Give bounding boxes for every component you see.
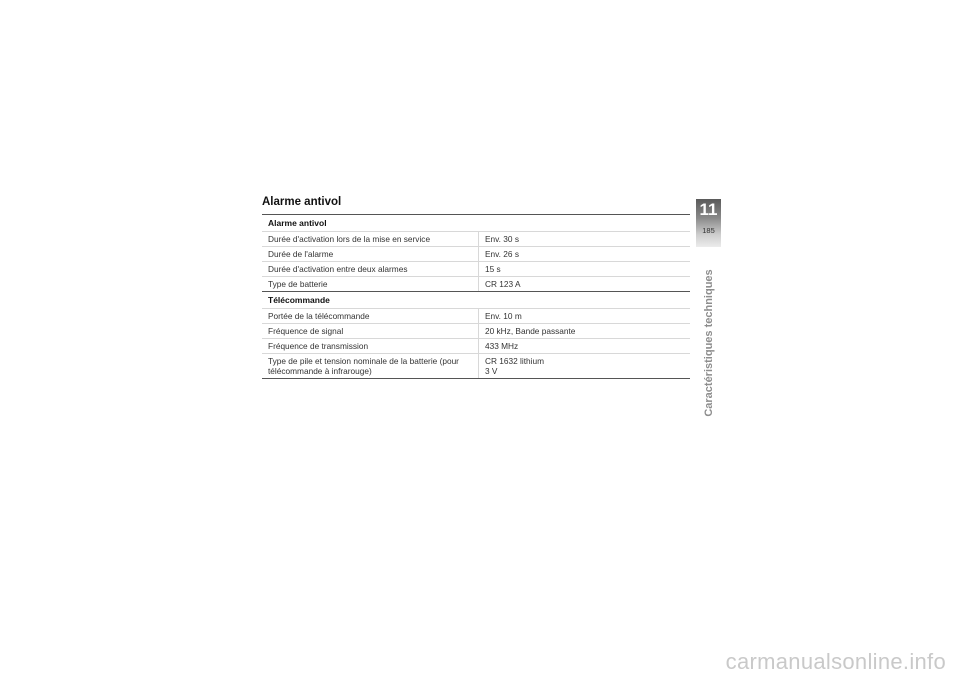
- table-row: [262, 231, 690, 246]
- row-value: 433 MHz: [485, 341, 519, 351]
- table-row: [262, 261, 690, 276]
- row-label: Fréquence de transmission: [262, 339, 479, 353]
- watermark: carmanualsonline.info: [725, 649, 946, 674]
- row-value: Env. 10 m: [485, 311, 522, 321]
- row-label: Fréquence de signal: [262, 324, 479, 338]
- group-header-telecommande: Télécommande: [262, 291, 690, 308]
- chapter-tab: [696, 199, 721, 247]
- page-number: 185: [702, 226, 715, 235]
- row-label: Durée d'activation entre deux alarmes: [262, 262, 479, 276]
- chapter-title: Caractéristiques techniques: [703, 269, 715, 417]
- table-row: [262, 276, 690, 291]
- table-row: [262, 323, 690, 338]
- row-label: Durée de l'alarme: [262, 247, 479, 261]
- chapter-number: 11: [699, 200, 718, 219]
- row-label: Durée d'activation lors de la mise en service: [262, 232, 479, 246]
- section-title: Alarme antivol: [262, 196, 342, 208]
- row-label: Portée de la télécommande: [262, 309, 479, 323]
- row-label: Type de pile et tension nominale de la batterie (pour télécommande à infrarouge): [262, 354, 479, 378]
- spec-table: [262, 214, 690, 379]
- table-row: [262, 338, 690, 353]
- table-row: [262, 353, 690, 378]
- row-value: 15 s: [485, 264, 501, 274]
- table-row: [262, 308, 690, 323]
- row-value: 20 kHz, Bande passante: [485, 326, 576, 336]
- row-value: Env. 30 s: [485, 234, 519, 244]
- table-row: [262, 246, 690, 261]
- row-value: Env. 26 s: [485, 249, 519, 259]
- group-header-alarme: Alarme antivol: [268, 218, 327, 228]
- row-label: Type de batterie: [262, 277, 479, 291]
- row-value: CR 123 A: [485, 279, 521, 289]
- row-value: CR 1632 lithium 3 V: [485, 356, 545, 376]
